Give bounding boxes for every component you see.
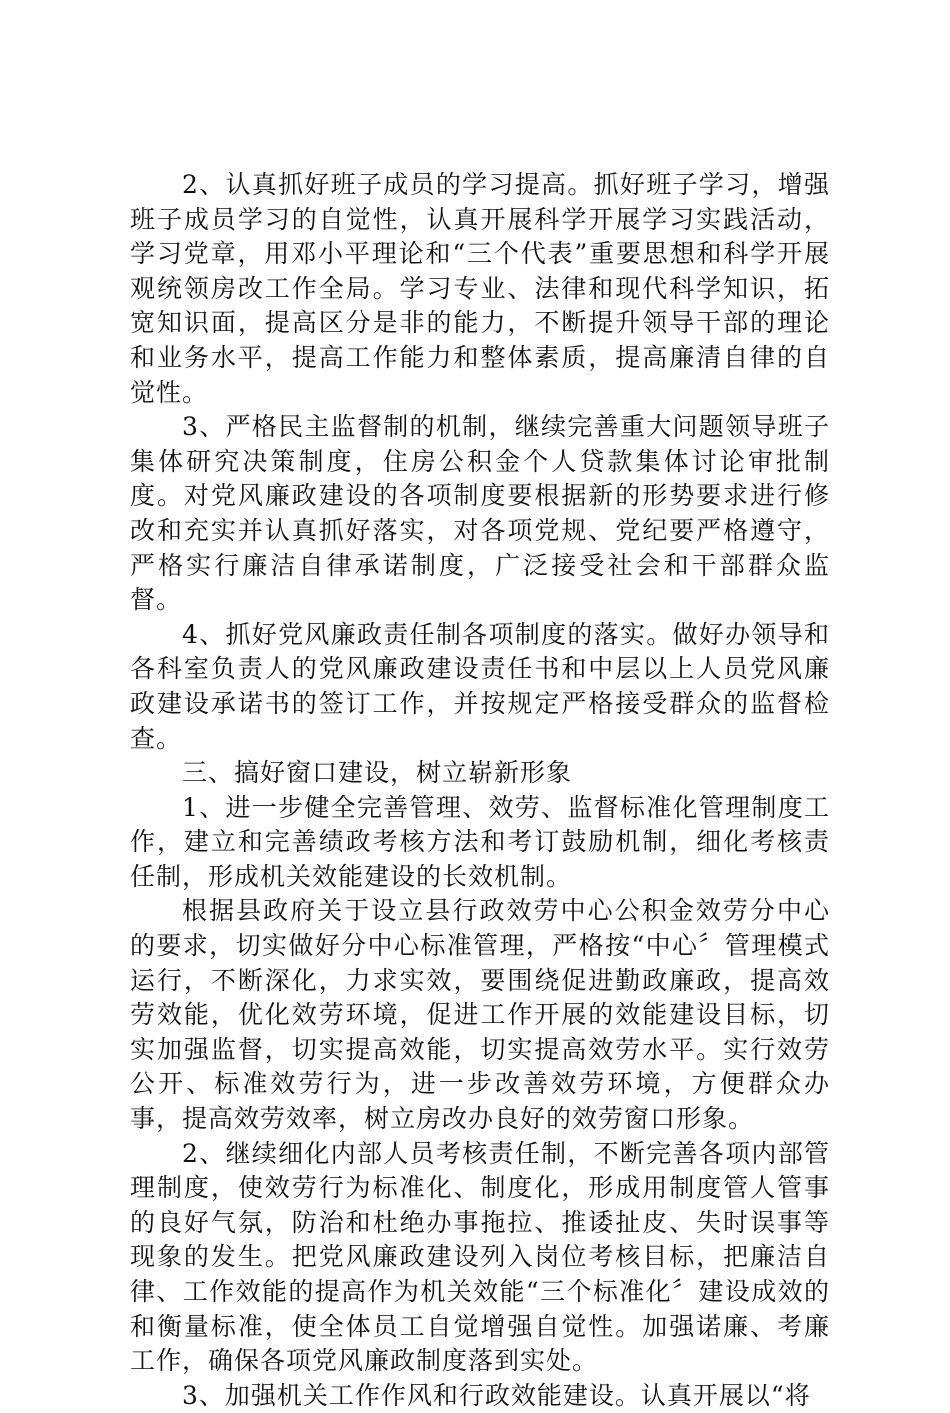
paragraph-responsibility: 4、抓好党风廉政责任制各项制度的落实。做好办领导和各科室负责人的党风廉政建设责任书和中层以上人员党风廉政建设承诺书的签订工作，并按规定严格接受群众的监督检查。 — [130, 619, 830, 753]
section-heading-window: 三、搞好窗口建设，树立崭新形象 — [182, 758, 573, 788]
paragraph-assessment: 2、继续细化内部人员考核责任制，不断完善各项内部管理制度，使效劳行为标准化、制度化，形成用制度管人管事的良好气氛，防治和杜绝办事拖拉、推诿扯皮、失时误事等现象的发生。把党风廉政建设列入岗位考核目标，把廉洁自律、工作效能的提高作为机关效能“三个标准化〞建设成效的和衡量标准，使全体员工自觉增强自觉性。加强诺廉、考廉工作，确保各项党风廉政制度落到实处。 — [130, 1138, 830, 1376]
paragraph-service-center: 根据县政府关于设立县行政效劳中心公积金效劳分中心的要求，切实做好分中心标准管理，严格按“中心〞管理模式运行，不断深化，力求实效，要围绕促进勤政廉政，提高效劳效能，优化效劳环境，促进工作开展的效能建设目标，切实加强监督，切实提高效能，切实提高效劳水平。实行效劳公开、标准效劳行为，进一步改善效劳环境，方便群众办事，提高效劳效率，树立房改办良好的效劳窗口形象。 — [130, 896, 830, 1134]
paragraph-study: 2、认真抓好班子成员的学习提高。抓好班子学习，增强班子成员学习的自觉性，认真开展科学开展学习实践活动，学习党章，用邓小平理论和“三个代表”重要思想和科学开展观统领房改工作全局。学习专业、法律和现代科学知识，拓宽知识面，提高区分是非的能力，不断提升领导干部的理论和业务水平，提高工作能力和整体素质，提高廉清自律的自觉性。 — [130, 170, 830, 407]
paragraph-standardization: 1、进一步健全完善管理、效劳、监督标准化管理制度工作，建立和完善绩政考核方法和考订鼓励机制，细化考核责任制，形成机关效能建设的长效机制。 — [130, 792, 830, 891]
paragraph-supervision: 3、严格民主监督制的机制，继续完善重大问题领导班子集体研究决策制度，住房公积金个人贷款集体讨论审批制度。对党风廉政建设的各项制度要根据新的形势要求进行修改和充实并认真抓好落实，对各项党规、党纪要严格遵守，严格实行廉洁自律承诺制度，广泛接受社会和干部群众监督。 — [130, 412, 830, 615]
document-page — [130, 168, 830, 1413]
paragraph-work-style: 3、加强机关工作作风和行政效能建设。认真开展以“将 — [182, 1380, 811, 1410]
